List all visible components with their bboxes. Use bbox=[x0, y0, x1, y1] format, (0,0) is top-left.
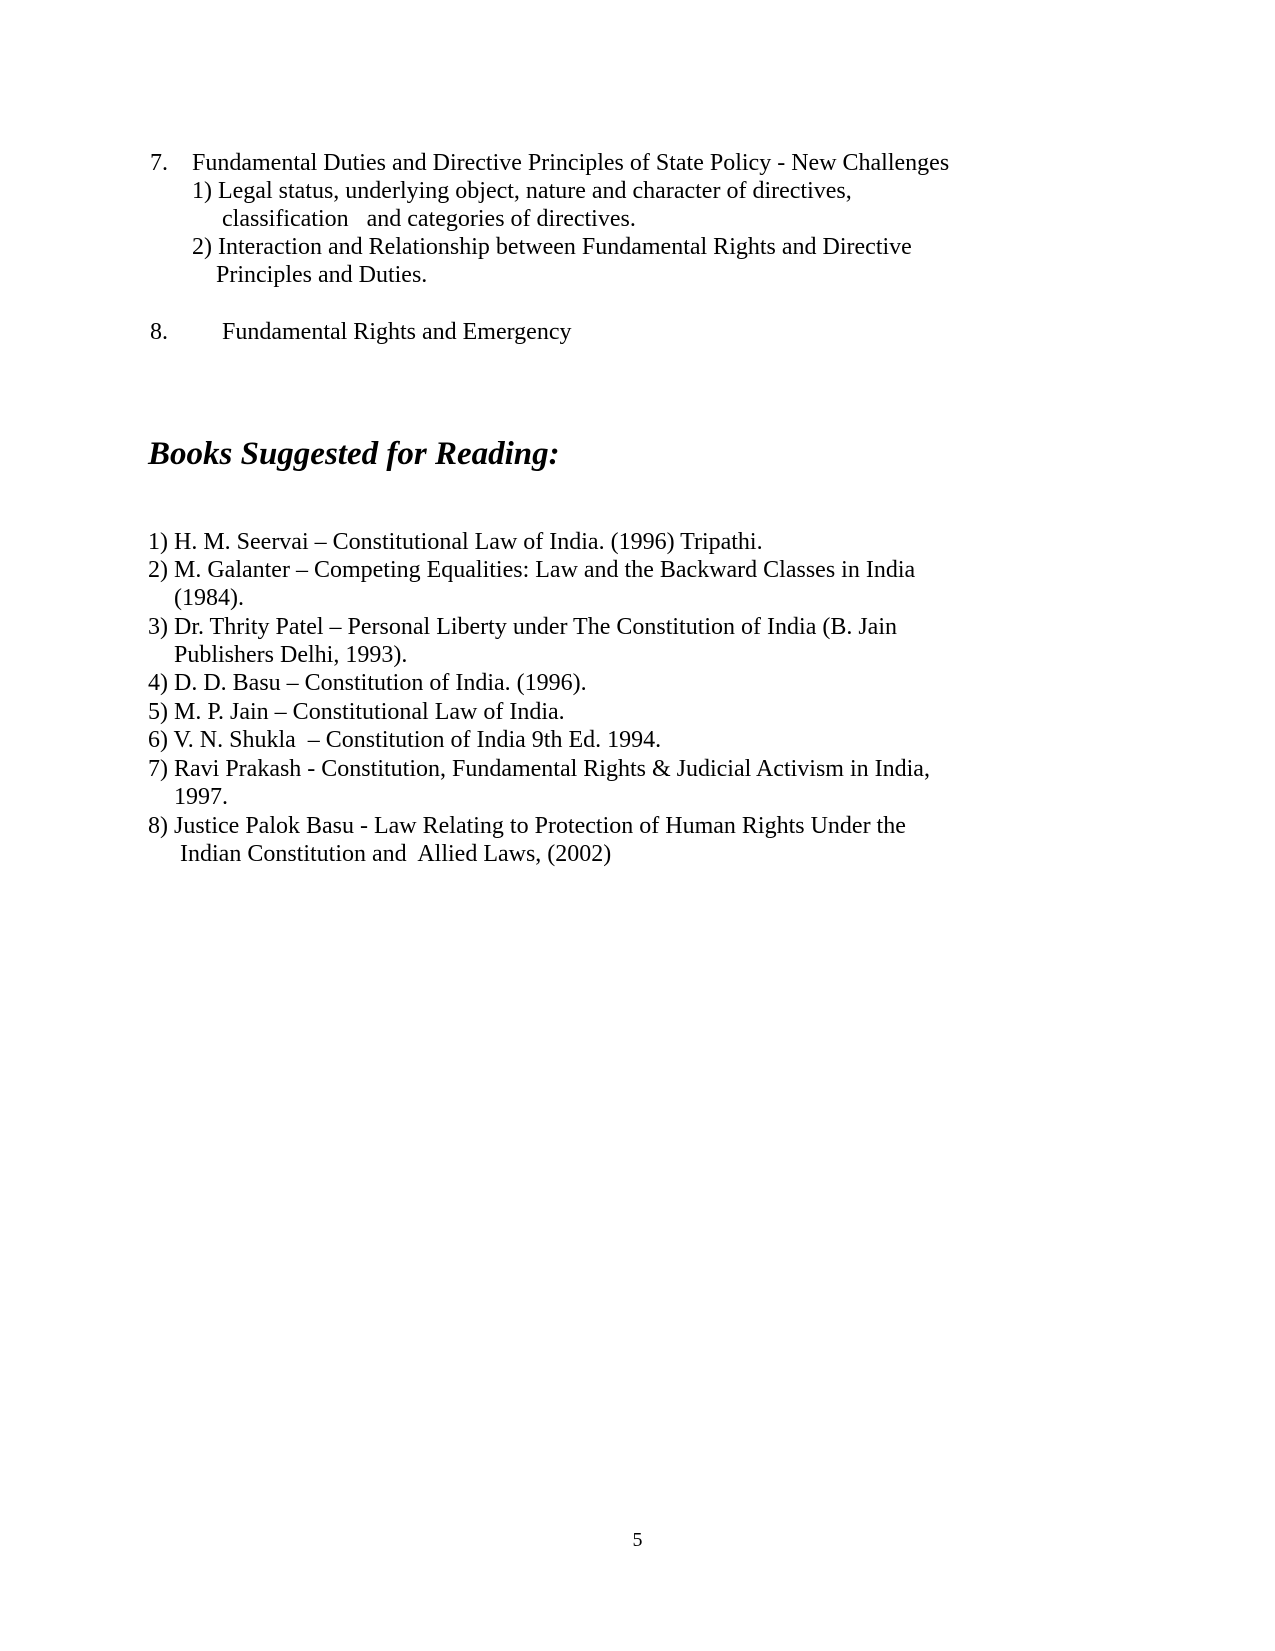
book-7-line-1: 7) Ravi Prakash - Constitution, Fundamental Rights & Judicial Activism in India, bbox=[148, 756, 930, 782]
topic-7-subitem-1-line-2: classification and categories of directives. bbox=[222, 206, 636, 232]
books-heading: Books Suggested for Reading: bbox=[148, 436, 560, 472]
topic-7-number: 7. bbox=[150, 150, 168, 176]
book-8-line-2: Indian Constitution and Allied Laws, (2002) bbox=[180, 841, 612, 867]
book-4: 4) D. D. Basu – Constitution of India. (1996). bbox=[148, 670, 587, 696]
book-7-line-2: 1997. bbox=[174, 784, 228, 810]
book-6: 6) V. N. Shukla – Constitution of India 9th Ed. 1994. bbox=[148, 727, 662, 753]
topic-7-subitem-2-line-1: 2) Interaction and Relationship between Fundamental Rights and Directive bbox=[192, 234, 912, 260]
topic-7-subitem-1-line-1: 1) Legal status, underlying object, nature and character of directives, bbox=[192, 178, 852, 204]
book-1: 1) H. M. Seervai – Constitutional Law of India. (1996) Tripathi. bbox=[148, 529, 763, 555]
book-2-line-2: (1984). bbox=[174, 585, 244, 611]
book-8-line-1: 8) Justice Palok Basu - Law Relating to Protection of Human Rights Under the bbox=[148, 813, 906, 839]
book-3-line-1: 3) Dr. Thrity Patel – Personal Liberty under The Constitution of India (B. Jain bbox=[148, 614, 898, 640]
book-2-line-1: 2) M. Galanter – Competing Equalities: Law and the Backward Classes in India bbox=[148, 557, 916, 583]
topic-8-number: 8. bbox=[150, 319, 168, 345]
book-3-line-2: Publishers Delhi, 1993). bbox=[174, 642, 408, 668]
topic-7-subitem-2-line-2: Principles and Duties. bbox=[216, 262, 428, 288]
book-5: 5) M. P. Jain – Constitutional Law of India. bbox=[148, 699, 565, 725]
topic-8-title: Fundamental Rights and Emergency bbox=[222, 319, 572, 345]
page-number: 5 bbox=[632, 1529, 643, 1551]
topic-7-title: Fundamental Duties and Directive Principles of State Policy - New Challenges bbox=[192, 150, 950, 176]
